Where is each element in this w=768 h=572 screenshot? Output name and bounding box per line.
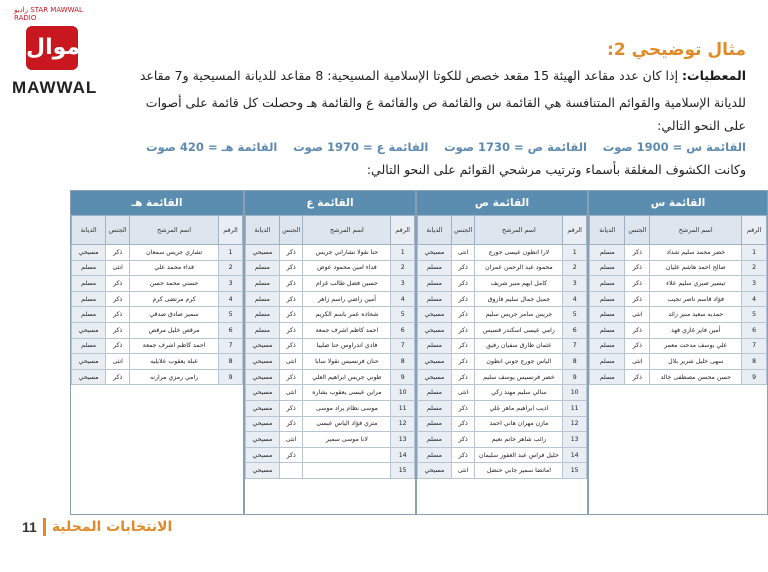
list-title: القائمة هـ bbox=[71, 191, 243, 215]
candidate-tables bbox=[42, 190, 768, 515]
cell-candidate-name bbox=[303, 463, 391, 479]
table-row bbox=[418, 291, 587, 307]
table-row bbox=[590, 338, 767, 354]
column-header-name: اسم المرشح bbox=[650, 216, 742, 245]
table-row bbox=[72, 354, 243, 370]
cell-candidate-name: مازن مهران هاني احمد bbox=[475, 416, 563, 432]
cell-number: 8 bbox=[742, 354, 767, 370]
cell-number: 6 bbox=[219, 322, 243, 338]
cell-candidate-name: مراين عيسى يعقوب بشاره bbox=[303, 385, 391, 401]
cell-candidate-name: حنان فرنسيس نقولا سابا bbox=[303, 354, 391, 370]
cell-gender: ذكر bbox=[451, 400, 475, 416]
station-logo bbox=[8, 4, 100, 96]
cell-candidate-name: تيسير صبري سليم علاء bbox=[650, 276, 742, 292]
table-row bbox=[590, 369, 767, 385]
cell-religion: مسلم bbox=[590, 369, 625, 385]
cell-candidate-name: فداء امين محمود عوض bbox=[303, 260, 391, 276]
table-row bbox=[72, 338, 243, 354]
cell-religion: مسلم bbox=[590, 276, 625, 292]
cell-candidate-name: اديب ابراهيم ماهر علي bbox=[475, 400, 563, 416]
cell-religion: مسلم bbox=[590, 338, 625, 354]
cell-gender: ذكر bbox=[106, 338, 130, 354]
cell-number: 11 bbox=[391, 400, 415, 416]
cell-candidate-name: حمديه سعيد منير زائد bbox=[650, 307, 742, 323]
cell-religion: مسلم bbox=[418, 432, 452, 448]
cell-religion: مسلم bbox=[590, 260, 625, 276]
cell-candidate-name: أمين راضي راسم زاهر bbox=[303, 291, 391, 307]
column-header-gender: الجنس bbox=[451, 216, 475, 245]
table-row bbox=[246, 432, 415, 448]
cell-gender: انثى bbox=[279, 354, 303, 370]
table-row bbox=[590, 291, 767, 307]
cell-number: 8 bbox=[563, 354, 587, 370]
column-header-name: اسم المرشح bbox=[475, 216, 563, 245]
cell-number: 2 bbox=[742, 260, 767, 276]
cell-gender: ذكر bbox=[279, 322, 303, 338]
cell-religion: مسلم bbox=[246, 322, 280, 338]
cell-religion: مسلم bbox=[246, 307, 280, 323]
cell-number: 1 bbox=[219, 245, 243, 261]
cell-candidate-name: خضر فرنسيس يوسف سليم bbox=[475, 369, 563, 385]
table-row bbox=[418, 369, 587, 385]
cell-candidate-name: فادي اندراوس حنا صليبا bbox=[303, 338, 391, 354]
table-row bbox=[418, 400, 587, 416]
table-row bbox=[246, 260, 415, 276]
cell-gender: ذكر bbox=[451, 291, 475, 307]
cell-candidate-name: تشاري جريس سمعان bbox=[130, 245, 219, 261]
example-heading: مثال توضيحي 2: bbox=[607, 40, 746, 60]
cell-number: 5 bbox=[563, 307, 587, 323]
votes-list-ain: القائمة ع = 1970 صوت bbox=[293, 140, 429, 154]
cell-gender: ذكر bbox=[451, 447, 475, 463]
cell-candidate-name: صالح احمد هاشم عليان bbox=[650, 260, 742, 276]
cell-religion: مسلم bbox=[72, 307, 106, 323]
cell-religion: مسلم bbox=[418, 338, 452, 354]
cell-candidate-name: فؤاد قاسم ناصر نجيب bbox=[650, 291, 742, 307]
cell-religion: مسلم bbox=[418, 291, 452, 307]
cell-religion: مسلم bbox=[590, 354, 625, 370]
cell-religion: مسلم bbox=[72, 276, 106, 292]
cell-number: 13 bbox=[391, 432, 415, 448]
cell-number: 12 bbox=[391, 416, 415, 432]
cell-religion: مسيحي bbox=[418, 245, 452, 261]
table-row bbox=[418, 432, 587, 448]
cell-number: 6 bbox=[391, 322, 415, 338]
cell-gender: ذكر bbox=[106, 322, 130, 338]
table-row bbox=[72, 322, 243, 338]
cell-religion: مسيحي bbox=[418, 307, 452, 323]
cell-candidate-name: احمد كاظم اشرف جمعة bbox=[130, 338, 219, 354]
cell-candidate-name: طوني جريس ابراهيم العلي bbox=[303, 369, 391, 385]
cell-number: 5 bbox=[391, 307, 415, 323]
cell-candidate-name: عبلة يعقوب علايليه bbox=[130, 354, 219, 370]
cell-candidate-name: فداء محمد علي bbox=[130, 260, 219, 276]
cell-candidate-name: امانضا سمير جابي حنضل bbox=[475, 463, 563, 479]
cell-number: 7 bbox=[391, 338, 415, 354]
logo-mark: موال bbox=[26, 26, 78, 70]
given-text: إذا كان عدد مقاعد الهيئة 15 مقعد خصص للكوتا الإسلامية المسيحية: 8 مقاعد للديانة المسيحية و7 مقاعد bbox=[139, 68, 683, 83]
cell-number: 9 bbox=[391, 369, 415, 385]
cell-gender: انثى bbox=[451, 245, 475, 261]
cell-religion: مسلم bbox=[72, 291, 106, 307]
cell-religion: مسيحي bbox=[418, 369, 452, 385]
cell-religion: مسيحي bbox=[72, 369, 106, 385]
cell-candidate-name: خضر محمد سليم شداد bbox=[650, 245, 742, 261]
cell-number: 2 bbox=[219, 260, 243, 276]
cell-number: 1 bbox=[391, 245, 415, 261]
cell-religion: مسلم bbox=[590, 245, 625, 261]
cell-candidate-name: سالي سليم مهند زكي bbox=[475, 385, 563, 401]
cell-candidate-name: سمير صادق صدقي bbox=[130, 307, 219, 323]
column-header-religion: الديانة bbox=[72, 216, 106, 245]
cell-religion: مسيحي bbox=[72, 354, 106, 370]
table-row bbox=[418, 447, 587, 463]
cell-religion: مسيحي bbox=[72, 245, 106, 261]
table-row bbox=[72, 369, 243, 385]
cell-number: 7 bbox=[563, 338, 587, 354]
cell-number: 9 bbox=[742, 369, 767, 385]
cell-number: 8 bbox=[391, 354, 415, 370]
table-row bbox=[72, 260, 243, 276]
cell-gender: ذكر bbox=[451, 276, 475, 292]
cell-gender: ذكر bbox=[106, 291, 130, 307]
table-row bbox=[72, 307, 243, 323]
page-footer bbox=[22, 518, 172, 536]
votes-list-ha: القائمة هـ = 420 صوت bbox=[146, 140, 278, 154]
cell-gender: ذكر bbox=[625, 291, 650, 307]
cell-candidate-name: عثمان طارق سفيان رفيق bbox=[475, 338, 563, 354]
cell-religion: مسلم bbox=[590, 291, 625, 307]
cell-number: 4 bbox=[391, 291, 415, 307]
cell-gender: ذكر bbox=[625, 245, 650, 261]
list-title: القائمة ص bbox=[417, 191, 587, 215]
cell-candidate-name: حنا نقولا نشاراني جريس bbox=[303, 245, 391, 261]
cell-candidate-name: جريس سامر جريس سليم bbox=[475, 307, 563, 323]
cell-gender: ذكر bbox=[625, 369, 650, 385]
cell-religion: مسيحي bbox=[246, 400, 280, 416]
cell-number: 14 bbox=[563, 447, 587, 463]
cell-gender: ذكر bbox=[451, 432, 475, 448]
cell-religion: مسيحي bbox=[246, 354, 280, 370]
table-row bbox=[418, 276, 587, 292]
cell-religion: مسلم bbox=[72, 338, 106, 354]
cell-candidate-name: لارا انطون عيسى جورج bbox=[475, 245, 563, 261]
cell-religion: مسلم bbox=[246, 260, 280, 276]
table-row bbox=[418, 322, 587, 338]
column-header-religion: الديانة bbox=[418, 216, 452, 245]
footer-title: الانتخابات المحلية bbox=[51, 519, 173, 535]
votes-list-s: القائمة س = 1900 صوت bbox=[602, 140, 746, 154]
cell-candidate-name: خليل فراس عبد الغفور سليمان bbox=[475, 447, 563, 463]
cell-candidate-name: أمين فايز غازي فهد bbox=[650, 322, 742, 338]
cell-religion: مسلم bbox=[418, 385, 452, 401]
table-row bbox=[72, 276, 243, 292]
cell-number: 2 bbox=[391, 260, 415, 276]
cell-gender: ذكر bbox=[625, 338, 650, 354]
cell-gender: ذكر bbox=[279, 307, 303, 323]
cell-candidate-name: رامي رمزي مرارنه bbox=[130, 369, 219, 385]
column-header-gender: الجنس bbox=[625, 216, 650, 245]
column-header-religion: الديانة bbox=[590, 216, 625, 245]
column-header-religion: الديانة bbox=[246, 216, 280, 245]
cell-gender: ذكر bbox=[106, 369, 130, 385]
cell-gender: ذكر bbox=[106, 276, 130, 292]
cell-religion: مسيحي bbox=[72, 322, 106, 338]
cell-religion: مسلم bbox=[590, 307, 625, 323]
logo-brand-text: MAWWAL bbox=[12, 78, 98, 97]
cell-number: 4 bbox=[219, 291, 243, 307]
cell-number: 6 bbox=[563, 322, 587, 338]
column-header-name: اسم المرشح bbox=[130, 216, 219, 245]
cell-number: 3 bbox=[563, 276, 587, 292]
footer-divider bbox=[43, 518, 46, 536]
cell-number: 8 bbox=[219, 354, 243, 370]
table-row bbox=[418, 385, 587, 401]
cell-religion: مسلم bbox=[72, 260, 106, 276]
table-row bbox=[246, 354, 415, 370]
cell-gender: انثى bbox=[451, 463, 475, 479]
table-row bbox=[418, 245, 587, 261]
column-header-number: الرقم bbox=[563, 216, 587, 245]
cell-religion: مسلم bbox=[246, 291, 280, 307]
cell-number: 7 bbox=[742, 338, 767, 354]
cell-candidate-name: كامل ايهم منير شريف bbox=[475, 276, 563, 292]
list-title: القائمة ع bbox=[245, 191, 415, 215]
cell-candidate-name: رامي عيسى اسكندر قسيس bbox=[475, 322, 563, 338]
cell-gender: ذكر bbox=[451, 322, 475, 338]
candidate-table bbox=[71, 215, 243, 385]
cell-number: 3 bbox=[219, 276, 243, 292]
cell-gender: ذكر bbox=[279, 338, 303, 354]
table-row bbox=[590, 322, 767, 338]
cell-candidate-name: احمد كاظم اشرف جمعة bbox=[303, 322, 391, 338]
cell-gender: ذكر bbox=[451, 260, 475, 276]
candidate-table bbox=[589, 215, 767, 385]
candidate-list-table bbox=[70, 190, 244, 515]
cell-gender: ذكر bbox=[279, 291, 303, 307]
cell-religion: مسيحي bbox=[418, 354, 452, 370]
cell-candidate-name bbox=[303, 447, 391, 463]
cell-number: 4 bbox=[742, 291, 767, 307]
table-row bbox=[246, 291, 415, 307]
cell-gender: انثى bbox=[451, 385, 475, 401]
cell-number: 15 bbox=[391, 463, 415, 479]
column-header-gender: الجنس bbox=[106, 216, 130, 245]
cell-gender: انثى bbox=[279, 432, 303, 448]
cell-gender: ذكر bbox=[451, 354, 475, 370]
cell-candidate-name: محمود عبد الرحمن عمران bbox=[475, 260, 563, 276]
table-row bbox=[246, 463, 415, 479]
cell-number: 9 bbox=[219, 369, 243, 385]
candidate-table bbox=[417, 215, 587, 479]
table-row bbox=[246, 322, 415, 338]
cell-number: 12 bbox=[563, 416, 587, 432]
cell-religion: مسيحي bbox=[246, 385, 280, 401]
cell-gender: ذكر bbox=[451, 416, 475, 432]
table-row bbox=[590, 276, 767, 292]
table-row bbox=[72, 291, 243, 307]
table-row bbox=[418, 463, 587, 479]
candidate-list-table bbox=[416, 190, 588, 515]
paragraph-closed-lists: وكانت الكشوف المغلقة بأسماء وترتيب مرشحي القوائم على النحو التالي: bbox=[366, 162, 746, 177]
column-header-number: الرقم bbox=[742, 216, 767, 245]
cell-candidate-name: رائب شاهر حاتم نعيم bbox=[475, 432, 563, 448]
cell-gender: انثى bbox=[106, 260, 130, 276]
cell-religion: مسلم bbox=[418, 276, 452, 292]
cell-gender: ذكر bbox=[279, 416, 303, 432]
table-row bbox=[418, 338, 587, 354]
cell-candidate-name: علي يوسف مدحت معمر bbox=[650, 338, 742, 354]
cell-candidate-name: مرقص خليل مرقص bbox=[130, 322, 219, 338]
cell-gender: ذكر bbox=[625, 260, 650, 276]
cell-candidate-name: موسى نظام يراد موسى bbox=[303, 400, 391, 416]
table-row bbox=[590, 245, 767, 261]
cell-number: 4 bbox=[563, 291, 587, 307]
votes-row bbox=[146, 140, 746, 154]
cell-candidate-name: حسن محسن مصطفى خالد bbox=[650, 369, 742, 385]
cell-gender: ذكر bbox=[279, 260, 303, 276]
cell-number: 10 bbox=[563, 385, 587, 401]
table-row bbox=[246, 276, 415, 292]
cell-number: 14 bbox=[391, 447, 415, 463]
cell-gender: انثى bbox=[279, 385, 303, 401]
cell-gender: انثى bbox=[625, 307, 650, 323]
candidate-table bbox=[245, 215, 415, 479]
column-header-gender: الجنس bbox=[279, 216, 303, 245]
cell-candidate-name: حسني محمد حسن bbox=[130, 276, 219, 292]
cell-gender: ذكر bbox=[106, 307, 130, 323]
cell-gender: ذكر bbox=[625, 276, 650, 292]
cell-religion: مسلم bbox=[590, 322, 625, 338]
table-row bbox=[418, 354, 587, 370]
cell-candidate-name: حسين فضل طالب غزام bbox=[303, 276, 391, 292]
table-row bbox=[72, 245, 243, 261]
cell-gender: انثى bbox=[106, 354, 130, 370]
cell-religion: مسلم bbox=[418, 447, 452, 463]
cell-religion: مسيحي bbox=[246, 245, 280, 261]
cell-number: 10 bbox=[391, 385, 415, 401]
paragraph-lists: للديانة الإسلامية والقوائم المتنافسة هي القائمة س والقائمة ص والقائمة ع والقائمة هـ وحصلت كل قائمة على أصوات bbox=[145, 95, 746, 110]
cell-candidate-name: سهى خليل شرير بلال bbox=[650, 354, 742, 370]
cell-gender: ذكر bbox=[279, 447, 303, 463]
column-header-number: الرقم bbox=[391, 216, 415, 245]
cell-candidate-name: متري فؤاد الياس عيسى bbox=[303, 416, 391, 432]
cell-religion: مسلم bbox=[418, 416, 452, 432]
cell-number: 7 bbox=[219, 338, 243, 354]
candidate-list-table bbox=[244, 190, 416, 515]
table-row bbox=[590, 307, 767, 323]
cell-gender: ذكر bbox=[106, 245, 130, 261]
cell-religion: مسيحي bbox=[246, 463, 280, 479]
column-header-number: الرقم bbox=[219, 216, 243, 245]
list-title: القائمة س bbox=[589, 191, 767, 215]
table-row bbox=[590, 260, 767, 276]
table-row bbox=[246, 400, 415, 416]
table-row bbox=[418, 307, 587, 323]
table-row bbox=[246, 385, 415, 401]
cell-religion: مسيحي bbox=[246, 447, 280, 463]
cell-religion: مسيحي bbox=[246, 416, 280, 432]
cell-number: 3 bbox=[391, 276, 415, 292]
cell-number: 6 bbox=[742, 322, 767, 338]
cell-number: 1 bbox=[563, 245, 587, 261]
cell-religion: مسيحي bbox=[246, 432, 280, 448]
cell-gender: ذكر bbox=[451, 369, 475, 385]
cell-number: 15 bbox=[563, 463, 587, 479]
paragraph-votes-intro: على النحو التالي: bbox=[657, 118, 746, 133]
cell-gender: ذكر bbox=[279, 276, 303, 292]
cell-gender: ذكر bbox=[279, 400, 303, 416]
cell-number: 13 bbox=[563, 432, 587, 448]
table-row bbox=[590, 354, 767, 370]
cell-candidate-name: لانا موسى سمير bbox=[303, 432, 391, 448]
column-header-name: اسم المرشح bbox=[303, 216, 391, 245]
cell-candidate-name: كرم مرتضى كرم bbox=[130, 291, 219, 307]
cell-gender: ذكر bbox=[279, 245, 303, 261]
table-row bbox=[418, 416, 587, 432]
cell-number: 11 bbox=[563, 400, 587, 416]
votes-list-sad: القائمة ص = 1730 صوت bbox=[444, 140, 587, 154]
table-row bbox=[246, 338, 415, 354]
given-label: المعطيات: bbox=[682, 68, 746, 83]
cell-religion: مسيحي bbox=[418, 322, 452, 338]
logo-ring-text: راديو STAR MAWWAL RADIO bbox=[14, 6, 83, 22]
cell-religion: مسيحي bbox=[246, 369, 280, 385]
table-row bbox=[246, 416, 415, 432]
cell-religion: مسيحي bbox=[246, 338, 280, 354]
cell-candidate-name: شحاده عمر باسم الكريم bbox=[303, 307, 391, 323]
cell-religion: مسلم bbox=[418, 260, 452, 276]
cell-religion: مسلم bbox=[246, 276, 280, 292]
cell-number: 3 bbox=[742, 276, 767, 292]
cell-gender: ذكر bbox=[451, 338, 475, 354]
table-row bbox=[246, 447, 415, 463]
table-row bbox=[246, 369, 415, 385]
table-row bbox=[418, 260, 587, 276]
cell-gender: ذكر bbox=[625, 322, 650, 338]
cell-number: 2 bbox=[563, 260, 587, 276]
cell-gender: انثى bbox=[625, 354, 650, 370]
table-row bbox=[246, 245, 415, 261]
page-number: 11 bbox=[22, 519, 37, 535]
cell-gender bbox=[279, 463, 303, 479]
paragraph-given bbox=[140, 68, 746, 83]
cell-gender: ذكر bbox=[451, 307, 475, 323]
cell-number: 5 bbox=[742, 307, 767, 323]
cell-religion: مسلم bbox=[418, 400, 452, 416]
candidate-list-table bbox=[588, 190, 768, 515]
cell-number: 5 bbox=[219, 307, 243, 323]
cell-number: 9 bbox=[563, 369, 587, 385]
cell-candidate-name: جميل جمال سليم فاروق bbox=[475, 291, 563, 307]
cell-religion: مسيحي bbox=[418, 463, 452, 479]
cell-number: 1 bbox=[742, 245, 767, 261]
cell-gender: ذكر bbox=[279, 369, 303, 385]
cell-candidate-name: الياس جورج جوني انطون bbox=[475, 354, 563, 370]
table-row bbox=[246, 307, 415, 323]
